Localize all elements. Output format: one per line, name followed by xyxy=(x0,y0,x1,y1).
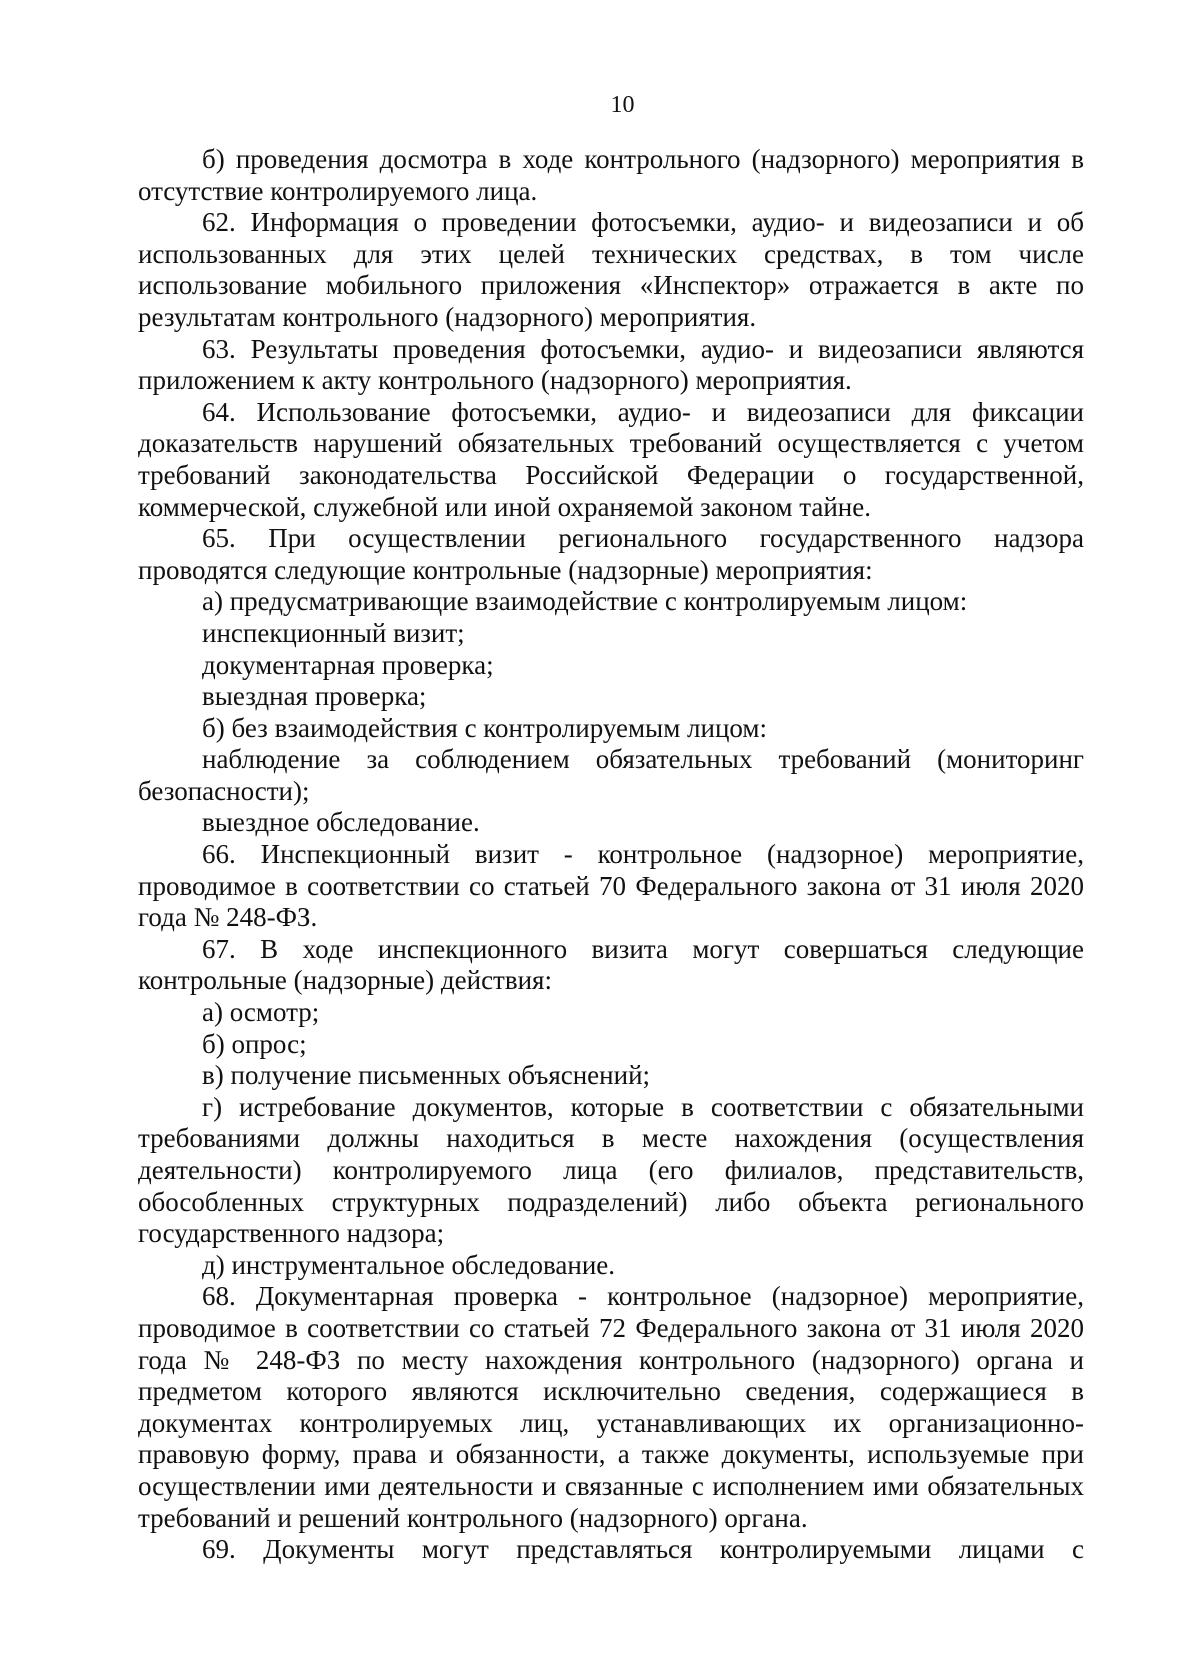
document-body xyxy=(138,144,1084,1566)
list-item-67v: в) получение письменных объяснений; xyxy=(202,1060,651,1091)
list-item-field-check: выездная проверка; xyxy=(202,681,427,712)
list-item-documentary-check: документарная проверка; xyxy=(202,649,494,680)
paragraph-69: 69. Документы могут представляться контролируемыми лицами с xyxy=(202,1534,1084,1565)
list-item-inspection-visit: инспекционный визит; xyxy=(202,617,465,648)
list-item-65b: б) без взаимодействия с контролируемым лицом: xyxy=(202,712,767,743)
paragraph-67: 67. В ходе инспекционного визита могут совершаться следующие контрольные (надзорные) действия: xyxy=(138,933,1084,996)
paragraph-66: 66. Инспекционный визит - контрольное (надзорное) мероприятие, проводимое в соответствии со статьей 70 Федерального закона от 31 июля 2020 года № 248-ФЗ. xyxy=(138,839,1084,933)
list-item-67d: д) инструментальное обследование. xyxy=(202,1249,616,1280)
paragraph-61b: б) проведения досмотра в ходе контрольного (надзорного) мероприятия в отсутствие контролируемого лица. xyxy=(138,144,1084,206)
paragraph-64: 64. Использование фотосъемки, аудио- и видеозаписи для фиксации доказательств нарушений обязательных требований осуществляется с учетом требований законодательства Российской Федерации о государственной, коммерческой, служебной или иной охраняемой законом тайне. xyxy=(138,396,1084,522)
paragraph-63: 63. Результаты проведения фотосъемки, аудио- и видеозаписи являются приложением к акту контрольного (надзорного) мероприятия. xyxy=(138,333,1084,396)
paragraph-68: 68. Документарная проверка - контрольное (надзорное) мероприятие, проводимое в соответствии со статьей 72 Федерального закона от 31 июля 2020 года № 248-ФЗ по месту нахождения контрольного (надзорного) органа и предметом которого являются исключительно сведения, содержащиеся в документах контролируемых лиц, устанавливающих их организационно-правовую форму, права и обязанности, а также документы, используемые при осуществлении ими деятельности и связанные с исполнением ими обязательных требований и решений контрольного (надзорного) органа. xyxy=(138,1281,1084,1533)
list-item-67g: г) истребование документов, которые в соответствии с обязательными требованиями должны находиться в месте нахождения (осуществления деятельности) контролируемого лица (его филиалов, представительств, обособленных структурных подразделений) либо объекта регионального государственного надзора; xyxy=(138,1091,1084,1249)
paragraph-62: 62. Информация о проведении фотосъемки, аудио- и видеозаписи и об использованных для этих целей технических средствах, в том числе использование мобильного приложения «Инспектор» отражается в акте по результатам контрольного (надзорного) мероприятия. xyxy=(138,207,1084,332)
paragraph-65: 65. При осуществлении регионального государственного надзора проводятся следующие контрольные (надзорные) мероприятия: xyxy=(138,523,1084,585)
page-number: 10 xyxy=(610,92,635,118)
list-item-67a: а) осмотр; xyxy=(202,997,320,1028)
list-item-field-survey: выездное обследование. xyxy=(202,807,480,838)
list-item-65a: а) предусматривающие взаимодействие с контролируемым лицом: xyxy=(202,586,968,617)
list-item-monitoring: наблюдение за соблюдением обязательных требований (мониторинг безопасности); xyxy=(138,744,1084,806)
list-item-67b: б) опрос; xyxy=(202,1028,307,1059)
